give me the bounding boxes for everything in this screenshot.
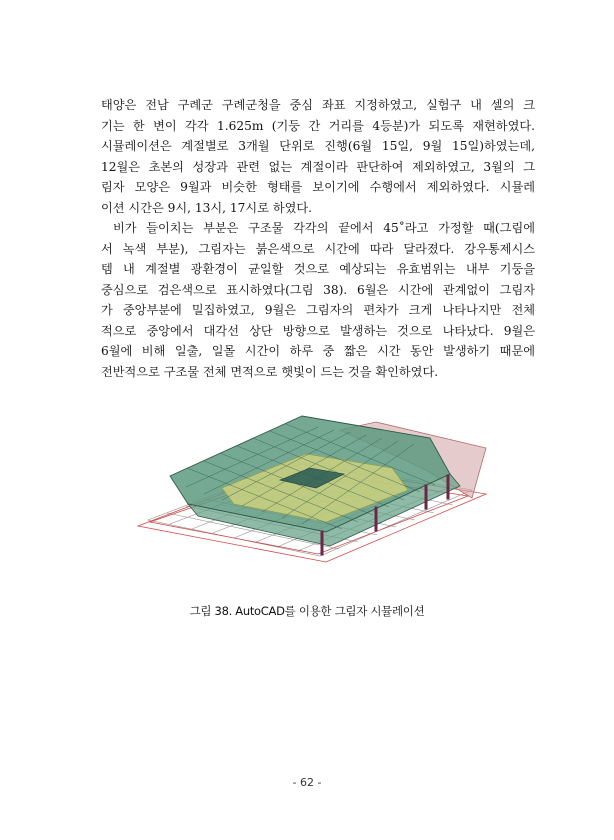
text-line: 기는 한 변이 각각 1.625m (기둥 간 거리를 4등분)가 되도록 재현하였다. [101,118,535,133]
body-text [101,95,535,382]
text-line: 가 중앙부분에 밀집하였고, 9월은 그림자의 편차가 크게 나타나지만 전체 [101,303,535,317]
text-line: 적으로 중앙에서 대각선 상단 방향으로 발생하는 것으로 나타났다. 9월은 [101,323,535,338]
text-line: 서 녹색 부분), 그림자는 붉은색으로 시간에 따라 달라졌다. 강우통제시스 [101,241,535,256]
shadow-simulation-drawing [130,404,490,576]
text-line: 전반적으로 구조물 전체 면적으로 햇빛이 드는 것을 확인하였다. [101,364,439,379]
text-line: 비가 들이치는 부분은 구조물 각각의 끝에서 45˚라고 가정할 때(그림에 [113,221,535,235]
text-line: 6월에 비해 일출, 일몰 시간이 하루 중 짧은 시간 동안 발생하기 때문에 [101,344,535,358]
text-line: 시뮬레이션은 계절별로 3개월 단위로 진행(6월 15일, 9월 15일)하였는데, [101,139,535,153]
text-line: 태양은 전남 구례군 구례군청을 중심 좌표 지정하였고, 실험구 내 셀의 크 [101,98,535,112]
text-line: 이션 시간은 9시, 13시, 17시로 하였다. [101,200,313,215]
paragraph-2 [101,218,535,382]
figure-caption: 그림 38. AutoCAD를 이용한 그림자 시뮬레이션 [189,604,425,618]
shadow-simulation-figure [130,404,490,576]
paragraph-1 [101,95,535,218]
page-number: - 62 - [292,776,322,789]
text-line: 템 내 계절별 광환경이 균일할 것으로 예상되는 유효범위는 내부 기둥을 [101,262,535,276]
text-line: 림자 모양은 9월과 비슷한 형태를 보이기에 수행에서 제외하였다. 시뮬레 [101,180,535,194]
text-line: 12월은 초본의 성장과 관련 없는 계절이라 판단하여 제외하였고, 3월의 그 [101,159,535,174]
text-line: 중심으로 검은색으로 표시하였다(그림 38). 6월은 시간에 관계없이 그림자 [101,282,535,297]
